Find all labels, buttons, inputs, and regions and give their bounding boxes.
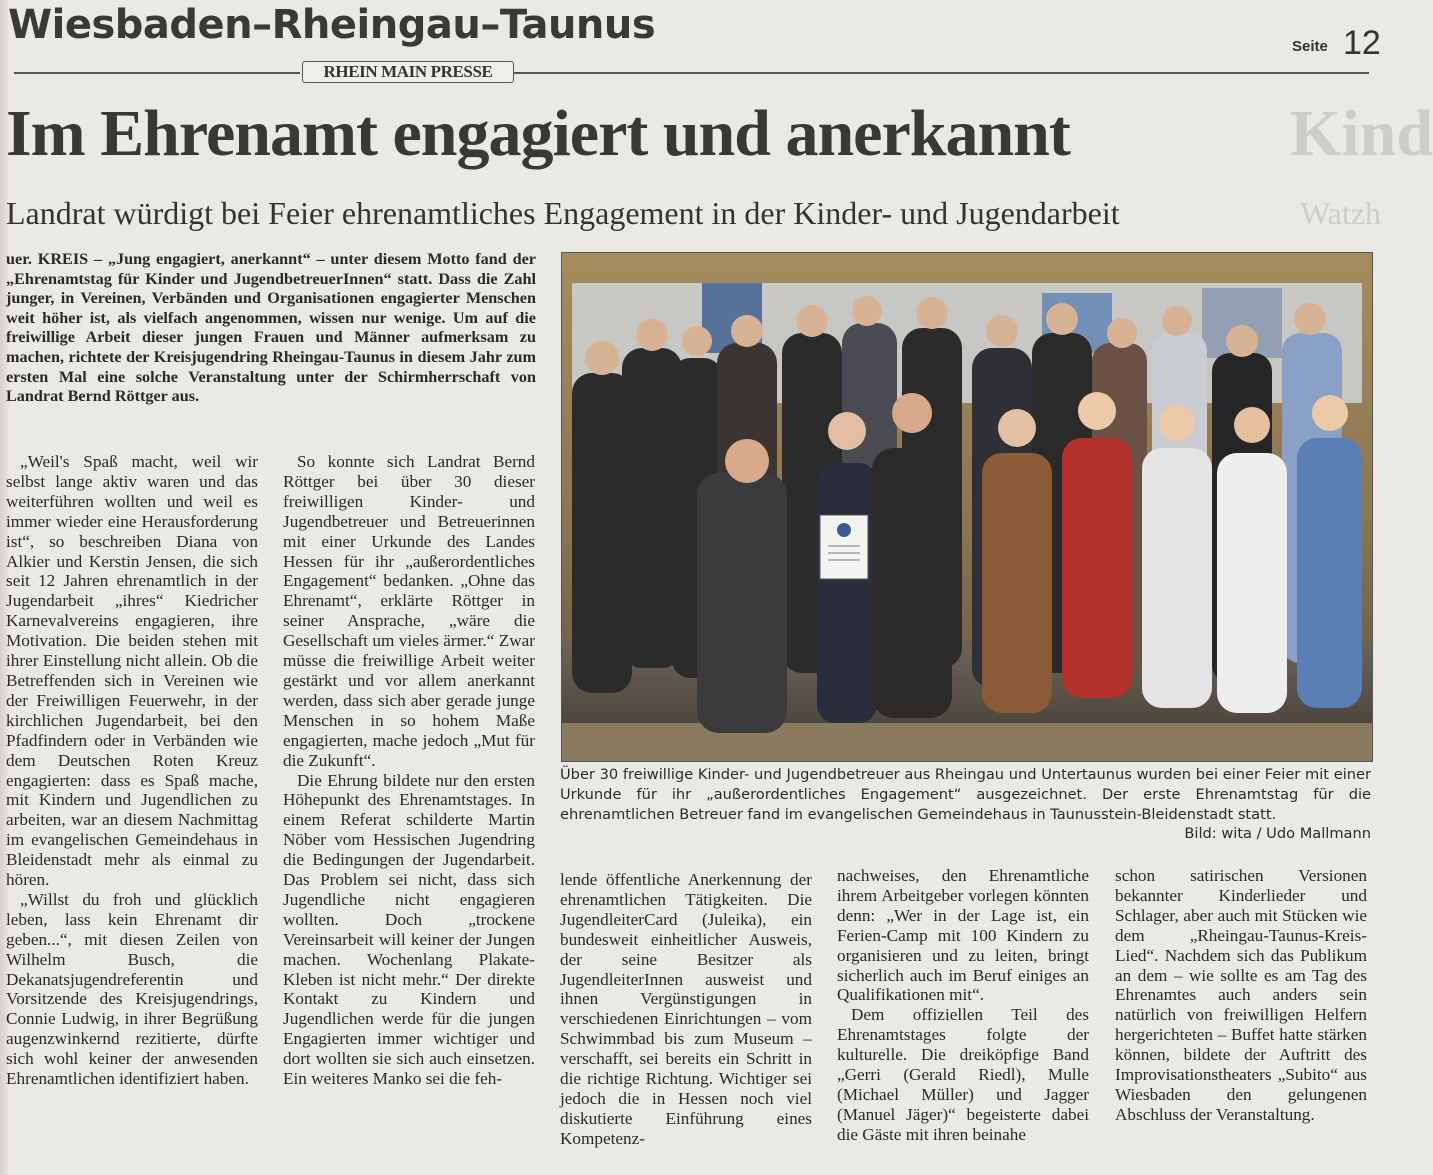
certificate-icon xyxy=(820,515,868,579)
header-rule-left xyxy=(14,72,300,74)
paragraph: nachweises, den Ehrenamtliche ihrem Arbeitgeber vorlegen könnten denn: „Wer in der Lage ist, ein Ferien-Camp mit 100 Kindern zu organisieren und zu leiten, bringt sicherlich auch im Beruf einiges an Qualifikationen mit“. xyxy=(837,866,1089,1005)
article-column-3 xyxy=(560,870,812,1149)
group-photo-illustration xyxy=(562,253,1372,761)
neighbor-subheadline-fragment: Watzh xyxy=(1300,195,1381,231)
article-column-1 xyxy=(6,452,258,1089)
article-column-2 xyxy=(283,452,535,1089)
section-title: Wiesbaden–Rheingau–Taunus xyxy=(8,2,656,48)
page-number: 12 xyxy=(1343,24,1381,62)
paragraph: „Weil's Spaß macht, weil wir selbst lange aktiv waren und das weiterführen wollten und weil es immer wieder eine Herausforderung ist“, so beschreiben Diana von Alkier und Kerstin Jensen, die sich seit 12 Jahren ehrenamtlich in der Jugendarbeit „ihres“ Kiedricher Karnevalvereins engagieren, ihre Motivation. Die beiden stehen mit ihrer Einstellung nicht allein. Ob die Betreffenden sich in Vereinen wie der Freiwilligen Feuerwehr, in der kirchlichen Jugendarbeit, bei den Pfadfindern oder in Verbänden wie dem Deutschen Roten Kreuz engagierten: dass es Spaß mache, mit Kindern und Jugendlichen zu arbeiten, war an diesem Nachmittag im evangelischen Gemeindehaus in Bleidenstadt mehr als einmal zu hören. xyxy=(6,452,258,890)
page-label: Seite xyxy=(1292,38,1328,55)
group-photo xyxy=(561,252,1373,762)
masthead-logo: RHEIN MAIN PRESSE xyxy=(302,61,514,83)
paragraph: „Willst du froh und glücklich leben, lass kein Ehrenamt dir geben...“, mit diesen Zeilen von Wilhelm Busch, die Dekanatsjugendreferentin und Vorsitzende des Kreisjugendrings, Connie Ludwig, in ihrer Begrüßung augenzwinkernd rezitierte, dürfte sich wohl keiner der anwesenden Ehrenamtlichen identifiziert haben. xyxy=(6,889,258,1089)
photo-caption xyxy=(560,765,1371,844)
article-headline: Im Ehrenamt engagiert und anerkannt xyxy=(6,97,1070,170)
article-column-4 xyxy=(837,866,1089,1145)
paragraph: schon satirischen Versionen bekannter Kinderlieder und Schlager, aber auch mit Stücken wie dem „Rheingau-Taunus-Kreis-Lied“. Nachdem sich das Publikum an dem – wie sollte es am Tag des Ehrenamtes auch anders sein natürlich von freiwilligen Helfern hergerichteten – Buffet hatte stärken können, bildete der Auftritt des Improvisationstheaters „Subito“ aus Wiesbaden den gelungenen Abschluss der Veranstaltung. xyxy=(1115,866,1367,1124)
article-column-5 xyxy=(1115,866,1367,1125)
paragraph: lende öffentliche Anerkennung der ehrenamtlichen Tätigkeiten. Die JugendleiterCard (Juleika), ein bundesweit einheitlicher Ausweis, der seine Besitzer als JugendleiterInnen ausweist und ihnen Vergünstigungen in verschiedenen Einrichtungen – vom Schwimmbad bis zum Museum – verschafft, sei bereits ein Schritt in die richtige Richtung. Wichtiger sei jedoch die in Hessen noch viel diskutierte Einführung eines Kompetenz- xyxy=(560,870,812,1148)
neighbor-headline-fragment: Kind xyxy=(1290,97,1433,170)
photo-credit: Bild: wita / Udo Mallmann xyxy=(1184,825,1371,843)
article-subheadline: Landrat würdigt bei Feier ehrenamtliches Engagement in der Kinder- und Jugendarbeit xyxy=(6,195,1120,231)
paragraph: So konnte sich Landrat Bernd Röttger bei über 30 dieser freiwilligen Kinder- und Jugendbetreuer und Betreuerinnen mit einer Urkunde des Landes Hessen für ihr „außerordentliches Engagement“ bedanken. „Ohne das Ehrenamt“, erklärte Röttger in seiner Ansprache, „wäre die Gesellschaft um vieles ärmer.“ Zwar müsse die freiwillige Arbeit weiter gestärkt und vor allem anerkannt werden, dass sich aber gerade junge Menschen in so hohem Maße engagierten, mache jedoch „Mut für die Zukunft“. xyxy=(283,452,535,770)
paragraph: Dem offiziellen Teil des Ehrenamtstages folgte der kulturelle. Die dreiköpfige Band „Gerri (Gerald Riedl), Mulle (Michael Müller) und Jagger (Manuel Jäger)“ begeisterte dabei die Gäste mit ihren beinahe xyxy=(837,1005,1089,1144)
article-lead: uer. KREIS – „Jung engagiert, anerkannt“ – unter diesem Motto fand der „Ehrenamtstag für Kinder und JugendbetreuerInnen“ statt. Dass die Zahl junger, in Vereinen, Verbänden und Organisationen engagierter Menschen weit höher ist, als vielfach angenommen, wissen nur wenige. Um auf die freiwillige Arbeit dieser jungen Frauen und Männer aufmerksam zu machen, richtete der Kreisjugendring Rheingau-Taunus in diesem Jahr zum ersten Mal eine solche Veranstaltung unter der Schirmherrschaft von Landrat Bernd Röttger aus. xyxy=(6,250,536,406)
caption-text: Über 30 freiwillige Kinder- und Jugendbetreuer aus Rheingau und Untertaunus wurden bei einer Feier mit einer Urkunde für ihr „außerordentliches Engagement“ ausgezeichnet. Der erste Ehrenamtstag für die ehrenamtlichen Betreuer fand im evangelischen Gemeindehaus in Taunusstein-Bleidenstadt statt. xyxy=(560,766,1371,823)
header-rule-right xyxy=(514,72,1369,74)
paragraph: Die Ehrung bildete nur den ersten Höhepunkt des Ehrenamtstages. In einem Referat schilderte Martin Nöber vom Hessischen Jugendring die Bedingungen der Jugendarbeit. Das Problem sei nicht, dass sich Jugendliche nicht engagieren wollten. Doch „trockene Vereinsarbeit will keiner der Jungen machen. Wochenlang Plakate-Kleben ist nicht mehr.“ Der direkte Kontakt zu Kindern und Jugendlichen werde für die jungen Engagierten immer wichtiger und dort wollten sie sich auch einsetzen. Ein weiteres Manko sei die feh- xyxy=(283,770,535,1089)
